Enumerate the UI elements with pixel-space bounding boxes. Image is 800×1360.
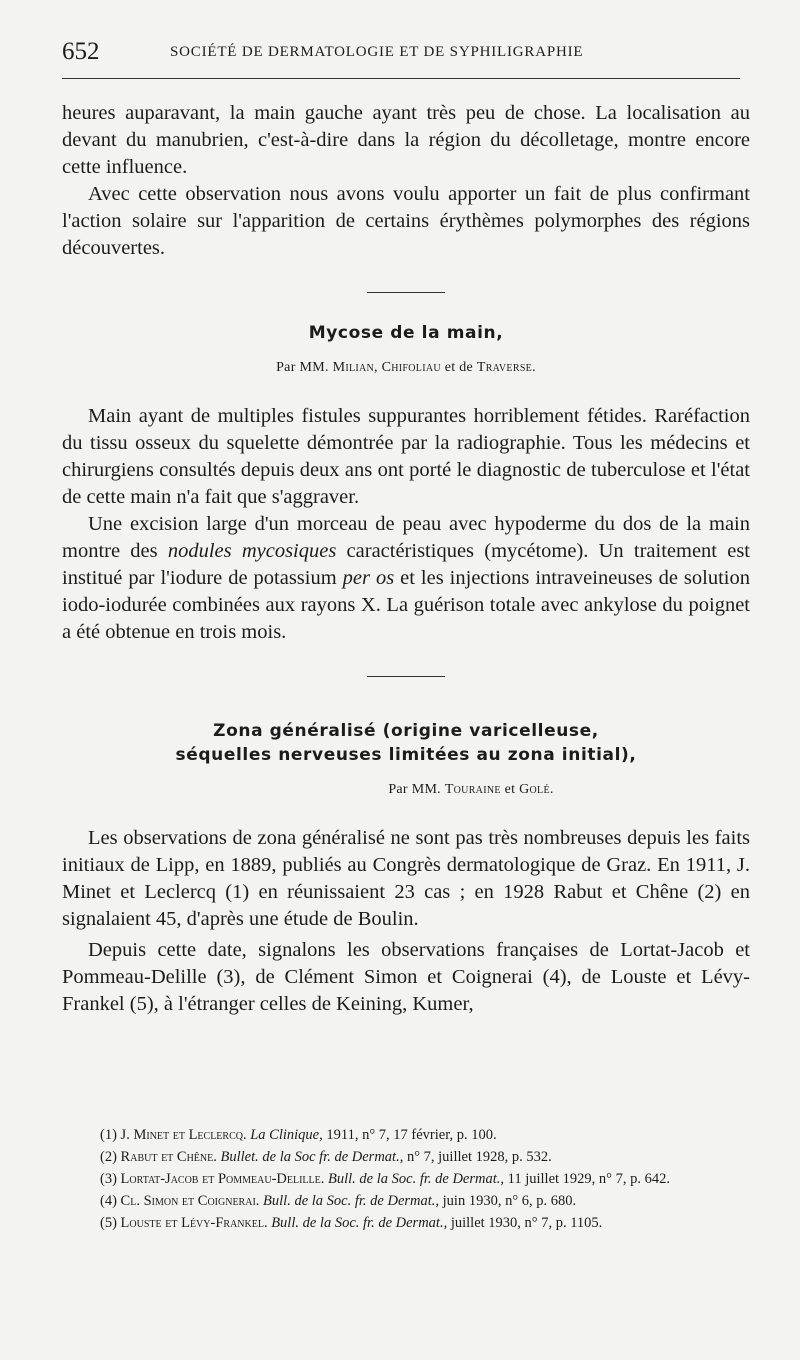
running-head <box>62 38 742 68</box>
footnote-details: 11 juillet 1929, n° 7, p. 642. <box>507 1171 670 1187</box>
footnote-authors: Louste et Lévy-Frankel. <box>120 1215 268 1231</box>
footnote-journal: Bullet. de la Soc fr. de Dermat., <box>220 1149 404 1165</box>
article-title-line: Zona généralisé (origine varicelleuse, <box>213 721 599 741</box>
article-paragraph: Depuis cette date, signalons les observations françaises de Lortat-Jacob et Pommeau-Delille (3), de Clément Simon et Coignerai (4), de Louste et Lévy-Frankel (5), à l'étranger celles de Keining, Kumer, <box>62 939 750 1015</box>
text-run: caractéristiques (mycétome). Un traitement est institué par l'iodure de potassium <box>62 540 750 589</box>
footnote <box>100 1124 760 1146</box>
article-title-line: séquelles nerveuses limitées au zona initial), <box>175 745 637 765</box>
article-paragraph <box>62 511 750 646</box>
footnote-number: (4) <box>100 1193 117 1209</box>
italic-term: per os <box>342 567 395 589</box>
byline-conjunction: et <box>504 782 516 797</box>
italic-term: nodules mycosiques <box>167 540 337 562</box>
section-separator <box>367 676 445 677</box>
footnote <box>100 1190 760 1212</box>
byline-authors: Milian, Chifoliau <box>332 360 441 375</box>
footnote-details: juin 1930, n° 6, p. 680. <box>442 1193 577 1209</box>
article-title: Mycose de la main, <box>308 323 504 343</box>
footnote-number: (3) <box>100 1171 117 1187</box>
article-byline <box>192 776 750 803</box>
text-run: Une excision large d'un morceau de peau avec hypoderme du dos de la main montre des <box>62 513 750 562</box>
byline-conjunction: et de <box>444 360 474 375</box>
intro-paragraph: Avec cette observation nous avons voulu apporter un fait de plus confirmant l'action solaire sur l'apparition de certains érythèmes polymorphes des régions découvertes. <box>62 183 750 259</box>
footnote <box>100 1168 760 1190</box>
header-rule <box>62 78 740 79</box>
page-number: 652 <box>62 38 100 65</box>
footnote-details: n° 7, juillet 1928, p. 532. <box>406 1149 552 1165</box>
footnote <box>100 1146 760 1168</box>
article-byline <box>62 354 750 381</box>
article-paragraph: Les observations de zona généralisé ne sont pas très nombreuses depuis les faits initiaux de Lipp, en 1889, publiés au Congrès dermatologique de Graz. En 1911, J. Minet et Leclercq (1) en réunissaient 23 cas ; en 1928 Rabut et Chêne (2) en signalaient 45, d'après une étude de Boulin. <box>62 827 750 930</box>
footnote-authors: J. Minet et Leclercq. <box>120 1127 247 1143</box>
byline-author: Golé. <box>519 782 554 797</box>
byline-author: Touraine <box>444 782 501 797</box>
article-paragraph: Main ayant de multiples fistules suppurantes horriblement fétides. Raréfaction du tissu osseux du squelette démontrée par la radiographie. Tous les médecins et chirurgiens consultés depuis deux ans ont porté le diagnostic de tuberculose et l'état de cette main n'a fait que s'aggraver. <box>62 405 750 508</box>
footnote-authors: Lortat-Jacob et Pommeau-Delille. <box>120 1171 325 1187</box>
footnote-journal: Bull. de la Soc. fr. de Dermat., <box>263 1193 440 1209</box>
running-title: SOCIÉTÉ DE DERMATOLOGIE ET DE SYPHILIGRAPHIE <box>170 44 584 60</box>
body-text <box>62 100 750 1018</box>
section-separator <box>367 292 445 293</box>
footnote-number: (2) <box>100 1149 117 1165</box>
article-title <box>62 719 750 767</box>
footnotes <box>100 1124 760 1234</box>
byline-prefix: Par MM. <box>388 782 441 797</box>
byline-author: Traverse. <box>476 360 536 375</box>
footnote-journal: Bull. de la Soc. fr. de Dermat., <box>328 1171 504 1187</box>
footnote-number: (5) <box>100 1215 117 1231</box>
footnote-details: 1911, n° 7, 17 février, p. 100. <box>326 1127 497 1143</box>
footnote <box>100 1212 760 1234</box>
footnote-journal: Bull. de la Soc. fr. de Dermat., <box>271 1215 448 1231</box>
footnote-details: juillet 1930, n° 7, p. 1105. <box>450 1215 603 1231</box>
text-run: et les injections intraveineuses de solution iodo-iodurée combinées aux rayons X. La guérison totale avec ankylose du poignet a été obtenue en trois mois. <box>62 567 750 643</box>
intro-paragraph: heures auparavant, la main gauche ayant très peu de chose. La localisation au devant du manubrien, c'est-à-dire dans la région du décolletage, montre encore cette influence. <box>62 102 750 178</box>
byline-prefix: Par MM. <box>276 360 329 375</box>
footnote-authors: Rabut et Chêne. <box>120 1149 217 1165</box>
footnote-authors: Cl. Simon et Coignerai. <box>120 1193 260 1209</box>
footnote-number: (1) <box>100 1127 117 1143</box>
footnote-journal: La Clinique, <box>250 1127 323 1143</box>
